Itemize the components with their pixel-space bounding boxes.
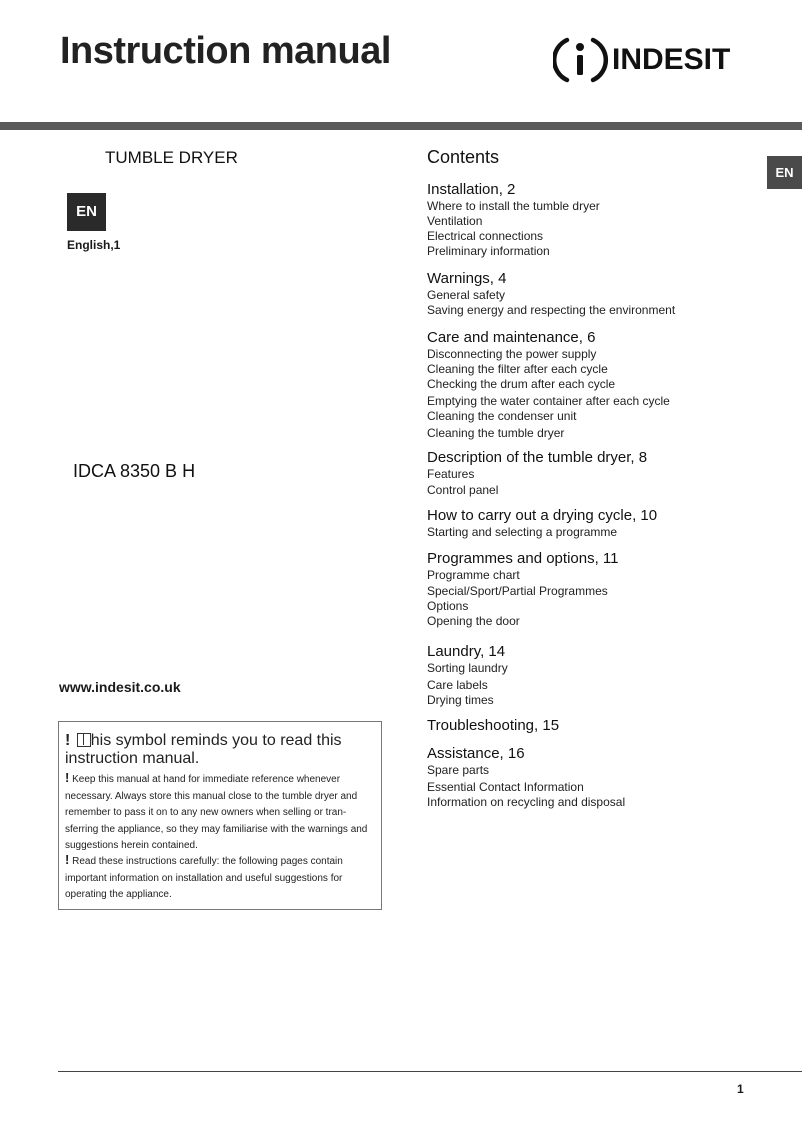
contents-section-laundry — [427, 643, 797, 708]
contents-section-programmes — [427, 550, 797, 629]
section-heading: Troubleshooting, 15 — [427, 717, 560, 734]
contents-section-description — [427, 449, 797, 498]
language-side-tab: EN — [767, 156, 802, 189]
section-item: Where to install the tumble dryer — [427, 199, 600, 213]
section-heading: How to carry out a drying cycle, 10 — [427, 507, 658, 524]
notice-paragraph-1-text: Keep this manual at hand for immediate reference whenever necessary. Always store this manual close to the tumble dryer and remember to pass it on to any new owners when selling or tran-sferring the appliance, so they may familiarise with the warnings and suggestions herein contained. — [65, 774, 368, 851]
contents-section-assistance — [427, 745, 797, 810]
section-heading: Assistance, 16 — [427, 745, 525, 762]
language-page-ref: English,1 — [67, 238, 121, 252]
brand-logo — [553, 34, 753, 86]
footer-divider — [58, 1071, 802, 1072]
indesit-i-icon — [553, 34, 609, 86]
section-item: Programme chart — [427, 568, 520, 582]
section-item: Care labels — [427, 678, 488, 692]
notice-paragraph-2-text: Read these instructions carefully: the following pages contain important information on installation and useful suggestions for operating the appliance. — [65, 856, 343, 900]
section-item: Drying times — [427, 693, 494, 707]
manual-book-icon — [77, 733, 91, 747]
language-badge: EN — [67, 193, 106, 231]
section-heading: Description of the tumble dryer, 8 — [427, 449, 648, 466]
contents-section-installation — [427, 181, 797, 259]
header-divider — [0, 122, 802, 130]
section-heading: Programmes and options, 11 — [427, 550, 619, 567]
section-item: Starting and selecting a programme — [427, 525, 618, 539]
website-url[interactable]: www.indesit.co.uk — [59, 679, 181, 695]
notice-paragraph-2 — [65, 852, 377, 904]
notice-paragraph-1 — [65, 770, 377, 855]
warning-mark-icon: ! — [65, 732, 71, 749]
section-item: Spare parts — [427, 763, 490, 777]
section-item: Cleaning the tumble dryer — [427, 426, 565, 440]
section-item: Sorting laundry — [427, 661, 508, 675]
contents-title: Contents — [427, 147, 500, 167]
contents-section-drying-cycle — [427, 507, 797, 540]
section-item: General safety — [427, 288, 506, 302]
section-item: Control panel — [427, 483, 499, 497]
section-item: Preliminary information — [427, 244, 550, 258]
section-item: Disconnecting the power supply — [427, 347, 597, 361]
section-item: Ventilation — [427, 214, 483, 228]
section-item: Cleaning the filter after each cycle — [427, 362, 608, 376]
section-item: Options — [427, 599, 469, 613]
section-heading: Laundry, 14 — [427, 643, 506, 660]
section-item: Special/Sport/Partial Programmes — [427, 584, 608, 598]
section-item: Cleaning the condenser unit — [427, 409, 577, 423]
section-heading: Installation, 2 — [427, 181, 516, 198]
warning-mark-icon: ! — [65, 852, 70, 867]
model-number: IDCA 8350 B H — [73, 461, 196, 481]
page-number: 1 — [737, 1082, 744, 1096]
manual-notice-box — [58, 721, 382, 910]
section-item: Electrical connections — [427, 229, 544, 243]
section-item: Emptying the water container after each cycle — [427, 394, 670, 408]
warning-mark-icon: ! — [65, 770, 70, 785]
product-type: TUMBLE DRYER — [105, 148, 238, 167]
notice-heading — [65, 732, 365, 768]
document-title: Instruction manual — [60, 30, 391, 72]
contents-section-troubleshooting — [427, 717, 797, 735]
section-item: Features — [427, 467, 475, 481]
section-heading: Warnings, 4 — [427, 270, 507, 287]
contents-section-warnings — [427, 270, 797, 318]
notice-heading-text: his symbol reminds you to read this instruction manual. — [65, 732, 342, 767]
contents-section-care — [427, 329, 797, 441]
section-item: Checking the drum after each cycle — [427, 377, 616, 391]
section-item: Information on recycling and disposal — [427, 795, 626, 809]
section-item: Essential Contact Information — [427, 780, 584, 794]
section-item: Saving energy and respecting the environment — [427, 303, 676, 317]
brand-wordmark: INDESIT — [612, 43, 731, 76]
section-item: Opening the door — [427, 614, 520, 628]
section-heading: Care and maintenance, 6 — [427, 329, 596, 346]
